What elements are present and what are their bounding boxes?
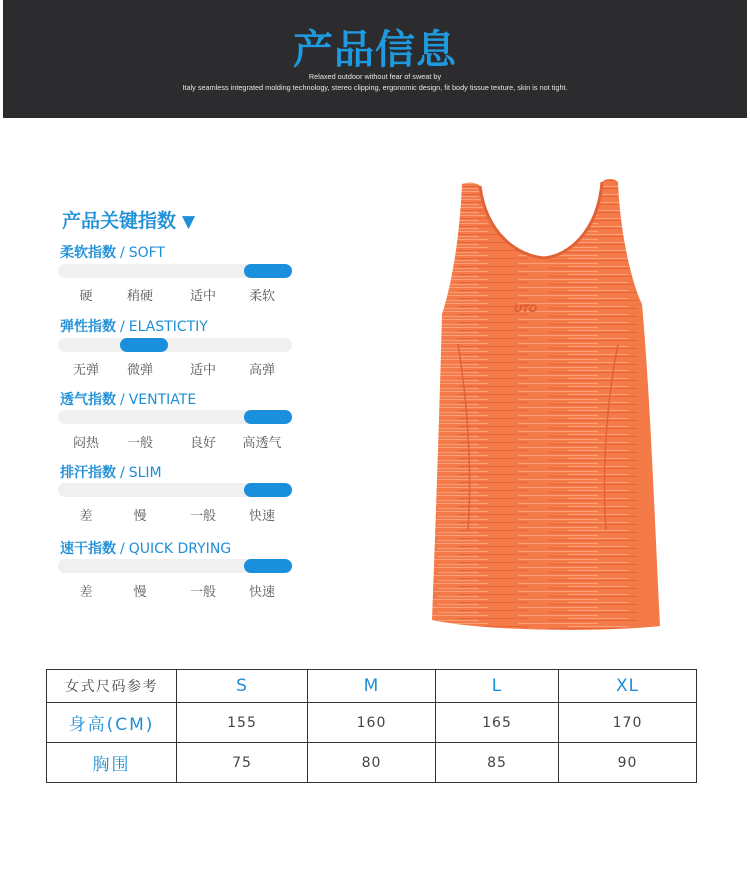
index-section-title-text: 产品关键指数 <box>62 210 177 232</box>
tank-logo: UTO <box>514 303 538 315</box>
table-cell: 85 <box>436 743 559 783</box>
scale-label: 闷热 <box>72 436 100 451</box>
index-track <box>58 559 292 573</box>
index-label: 速干指数 / QUICK DRYING <box>60 541 232 557</box>
index-track <box>58 410 292 424</box>
scale-label: 慢 <box>133 585 147 600</box>
tank-top-image <box>428 174 660 630</box>
table-cell: 165 <box>436 703 559 743</box>
index-thumb <box>244 559 292 573</box>
page-title: 产品信息 <box>293 27 457 73</box>
index-label: 弹性指数 / ELASTICTIY <box>60 319 208 335</box>
scale-label: 微弹 <box>126 363 154 378</box>
header-subtitle-2: Italy seamless integrated molding technology, stereo clipping, ergonomic design, fit body tissue texture, skin is not tight. <box>182 83 568 92</box>
scale-label: 无弹 <box>72 363 100 378</box>
size-table-header-cell: M <box>308 670 436 703</box>
table-cell: 75 <box>177 743 308 783</box>
index-label-cn: 弹性指数 <box>60 319 116 335</box>
index-track <box>58 338 292 352</box>
table-cell: 身高(CM) <box>47 703 177 743</box>
triangle-down-icon: ▼ <box>182 212 196 232</box>
size-table-header-cell: S <box>177 670 308 703</box>
index-label-cn: 透气指数 <box>60 392 116 408</box>
table-cell: 170 <box>559 703 697 743</box>
index-thumb <box>120 338 168 352</box>
table-row <box>47 743 697 783</box>
header-subtitle-1: Relaxed outdoor without fear of sweat by <box>308 72 442 81</box>
scale-label: 快速 <box>248 509 276 524</box>
index-label-en: QUICK DRYING <box>128 541 232 557</box>
index-label-cn: 柔软指数 <box>60 245 116 261</box>
scale-label: 一般 <box>189 585 217 600</box>
scale-label: 差 <box>79 585 93 600</box>
scale-label: 良好 <box>189 436 217 451</box>
size-table-header-cell: L <box>436 670 559 703</box>
table-cell: 胸围 <box>47 743 177 783</box>
index-thumb <box>244 264 292 278</box>
table-cell: 80 <box>308 743 436 783</box>
index-label: 柔软指数 / SOFT <box>60 245 165 261</box>
index-track <box>58 264 292 278</box>
scale-label: 适中 <box>189 289 217 304</box>
index-track <box>58 483 292 497</box>
table-cell: 160 <box>308 703 436 743</box>
scale-label: 一般 <box>126 436 154 451</box>
index-section-title <box>62 206 195 233</box>
scale-label: 慢 <box>133 509 147 524</box>
scale-label: 高透气 <box>242 436 282 451</box>
size-table-header-cell: 女式尺码参考 <box>47 670 177 703</box>
index-label-en: SOFT <box>128 245 165 261</box>
scale-label: 高弹 <box>248 363 276 378</box>
header-banner <box>3 0 747 118</box>
scale-label: 稍硬 <box>126 289 154 304</box>
index-label-en: ELASTICTIY <box>128 319 208 335</box>
scale-label: 柔软 <box>248 289 276 304</box>
scale-label: 快速 <box>248 585 276 600</box>
index-label-cn: 速干指数 <box>60 541 116 557</box>
scale-label: 适中 <box>189 363 217 378</box>
index-label-en: VENTIATE <box>128 392 197 408</box>
index-label: 排汗指数 / SLIM <box>60 465 162 481</box>
scale-label: 差 <box>79 509 93 524</box>
scale-label: 一般 <box>189 509 217 524</box>
index-label: 透气指数 / VENTIATE <box>60 392 197 408</box>
index-label-en: SLIM <box>128 465 162 481</box>
scale-label: 硬 <box>79 289 93 304</box>
size-table <box>46 669 697 783</box>
index-label-cn: 排汗指数 <box>60 465 116 481</box>
size-table-header <box>47 670 697 703</box>
table-cell: 90 <box>559 743 697 783</box>
size-table-header-cell: XL <box>559 670 697 703</box>
table-cell: 155 <box>177 703 308 743</box>
index-thumb <box>244 483 292 497</box>
table-row <box>47 703 697 743</box>
index-thumb <box>244 410 292 424</box>
